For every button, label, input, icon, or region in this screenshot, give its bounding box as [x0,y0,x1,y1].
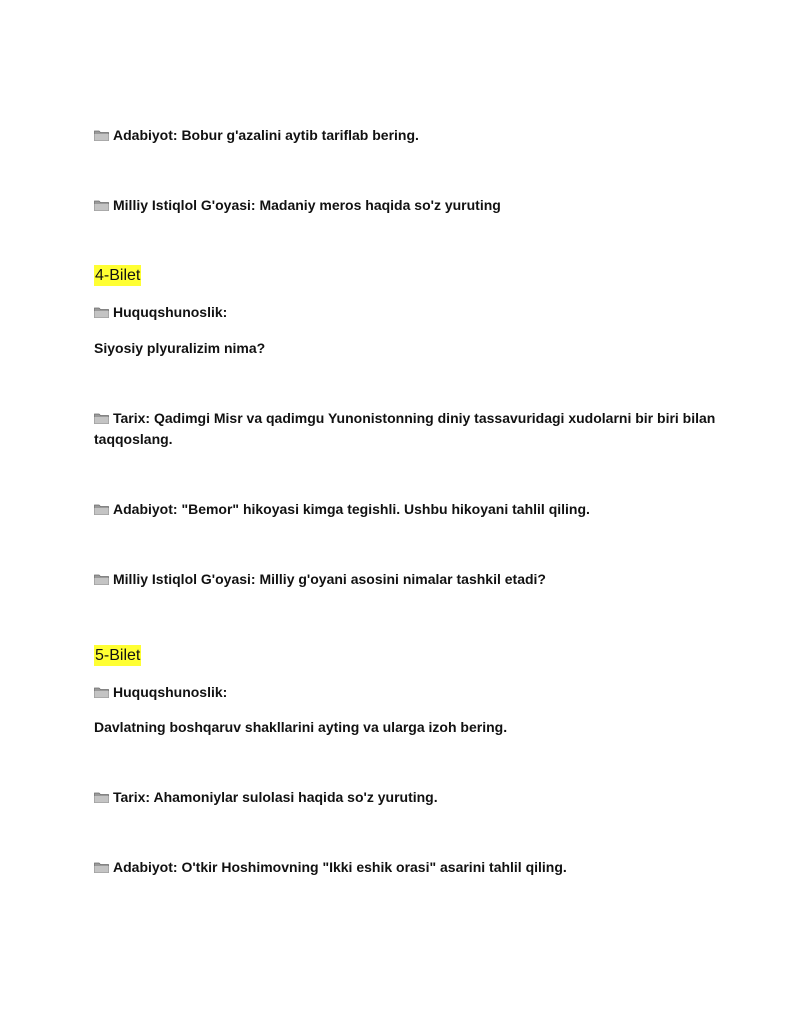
question-text: Adabiyot: O'tkir Hoshimovning "Ikki eshik orasi" asarini tahlil qiling. [113,859,567,875]
bilet-4-huquq-label [94,302,734,323]
folder-icon [94,861,109,873]
question-text: Tarix: Qadimgi Misr va qadimgu Yunonistonning diniy tassavuridagi xudolarni bir biri bilan [113,410,716,426]
folder-icon [94,199,109,211]
question-milliy-3 [94,195,734,216]
subject-label: Huquqshunoslik: [113,304,228,320]
bilet-4-huquq-question: Siyosiy plyuralizim nima? [94,340,266,356]
folder-icon [94,686,109,698]
question-text: Tarix: Ahamoniylar sulolasi haqida so'z yuruting. [113,789,438,805]
question-text: Milliy Istiqlol G'oyasi: Milliy g'oyani asosini nimalar tashkil etadi? [113,571,546,587]
bilet-5-adabiyot [94,857,734,878]
folder-icon [94,791,109,803]
question-text: Adabiyot: "Bemor" hikoyasi kimga tegishli. Ushbu hikoyani tahlil qiling. [113,501,590,517]
folder-icon [94,412,109,424]
folder-icon [94,573,109,585]
bilet-4-milliy [94,569,734,590]
folder-icon [94,503,109,515]
bilet-5-huquq-question: Davlatning boshqaruv shakllarini ayting va ularga izoh bering. [94,719,508,735]
bilet-4-adabiyot [94,499,734,520]
bilet-5-huquq-label [94,682,734,703]
question-adabiyot-3 [94,125,734,146]
bilet-4-heading: 4-Bilet [95,267,141,284]
folder-icon [94,129,109,141]
folder-icon [94,306,109,318]
bilet-5-tarix [94,787,734,808]
bilet-5-heading: 5-Bilet [95,647,141,664]
bilet-4-tarix [94,408,734,429]
question-text: Milliy Istiqlol G'oyasi: Madaniy meros haqida so'z yuruting [113,197,501,213]
question-text: Adabiyot: Bobur g'azalini aytib tariflab bering. [113,127,419,143]
subject-label: Huquqshunoslik: [113,684,228,700]
bilet-4-tarix-continued: taqqoslang. [94,431,173,447]
